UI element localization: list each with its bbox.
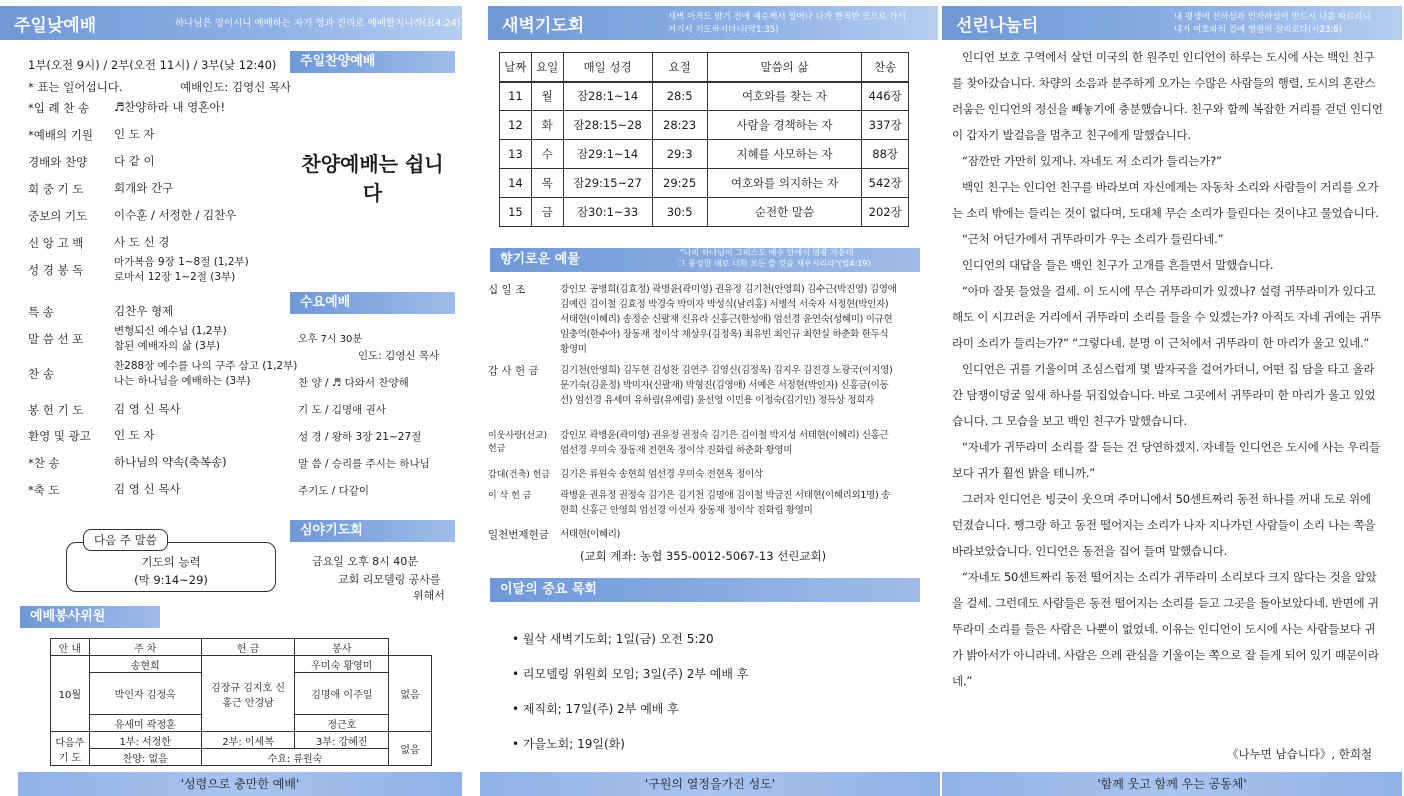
worship-order-value: 찬288장 예수를 나의 구주 삼고 (1,2부): [114, 360, 298, 372]
dawn-table-cell: 202장: [862, 198, 909, 227]
story-paragraph: “잠깐만 가만히 있게나. 자네도 저 소리가 들리는가?”: [962, 154, 1222, 168]
worship-order-label: 신 앙 고 백: [28, 236, 84, 250]
dawn-table-header: 요일: [531, 53, 563, 82]
service-header-parking: 주 차: [89, 639, 201, 656]
dawn-prayer-header: [488, 6, 938, 40]
dawn-table-cell: 15: [500, 198, 532, 227]
dawn-table-cell: 12: [500, 111, 532, 140]
worship-order-value: 김찬우 형제: [114, 304, 174, 318]
dawn-table-cell: 잠30:1~33: [563, 198, 652, 227]
offering-row: [488, 527, 898, 542]
dawn-table-cell: 월: [531, 82, 563, 111]
worship-order-label: *예배의 기원: [28, 128, 93, 142]
wednesday-order-item: 성 경 / 왕하 3장 21~27절: [298, 431, 422, 443]
worship-order-item: [28, 235, 170, 251]
dawn-table-cell: 542장: [862, 169, 909, 198]
worship-leader: 예배인도: 김영신 목사: [180, 80, 292, 94]
sunday-worship-verse: 하나님은 영이시니 예배하는 자가 영과 진리로 예배할지니라(요4:24): [175, 18, 461, 29]
sharing-header: [942, 6, 1402, 40]
notice-item: [512, 735, 748, 752]
worship-order-label: 환영 및 광고: [28, 429, 91, 443]
night-prayer-note-2: 위해서: [413, 589, 445, 602]
offering-type: 이 삭 헌 금: [488, 491, 532, 501]
night-prayer-time: 금요일 오후 8시 40분: [312, 555, 418, 568]
worship-order-value: 사 도 신 경: [114, 235, 170, 249]
service-next-prayer-2: 2부: 이세복: [201, 732, 295, 749]
worship-order-value: 마가복음 9장 1~8절 (1,2부): [114, 256, 249, 268]
service-offering-1: 우미숙 황영미: [295, 656, 389, 673]
sharing-verse-2: 내가 여호와의 집에 영원히 살리로다(시23:6): [1174, 25, 1342, 35]
offering-names: 김기은 류원숙 송현희 엄선경 우미숙 전현옥 정이삭: [560, 469, 763, 480]
notice-text: 리모델링 위원회 모임; 3일(주) 2부 예배 후: [522, 667, 749, 681]
bullet-icon: •: [512, 702, 523, 716]
service-next-prayer-3: 3부: 강혜진: [295, 732, 389, 749]
offering-type: 이웃사랑(선교) 헌금: [488, 431, 548, 454]
next-sermon-label: 다음 주 말씀: [83, 529, 168, 551]
dawn-table-header: 매일 성경: [563, 53, 652, 82]
dawn-table-row: [500, 111, 909, 140]
bullet-icon: •: [512, 632, 523, 646]
wednesday-order-item: 찬 양 / ♬ 다와서 찬양해: [298, 377, 409, 389]
sharing-story: [952, 44, 1384, 694]
dawn-table-cell: 446장: [862, 82, 909, 111]
worship-order-label: 경배와 찬양: [28, 155, 88, 169]
worship-order-label: 봉 헌 기 도: [28, 403, 84, 417]
dawn-table-cell: 88장: [862, 140, 909, 169]
worship-order-value: 변형되신 예수님 (1,2부): [114, 325, 227, 337]
story-paragraph: “자네가 귀뚜라미 소리를 잘 듣는 건 당연하겠지. 자네들 인디언은 도시에 사는 우리들보다 귀가 훨씬 밝을 테니까.”: [952, 440, 1381, 480]
service-parking: 김장규 김지호 신홍근 안경남: [201, 656, 295, 732]
sunday-worship-header: [0, 6, 462, 40]
worship-order-label: *찬 송: [28, 456, 60, 470]
notice-item: [512, 630, 748, 647]
service-header-guide: 안 내: [51, 639, 90, 656]
sharing-verse-1: 내 평생에 선하심과 인자하심이 반드시 나를 따르리니: [1174, 12, 1371, 22]
dawn-footer: '구원의 열정을가진 성도': [480, 772, 940, 796]
worship-order-value: 하나님의 약속(축복송): [114, 455, 227, 469]
worship-order-item: [28, 154, 155, 170]
next-sermon-title: 기도의 능력: [141, 555, 201, 569]
dawn-table-cell: 잠28:15~28: [563, 111, 652, 140]
dawn-table-cell: 여호와를 의지하는 자: [707, 169, 862, 198]
story-paragraph: 백인 친구는 인디언 친구를 바라보며 자신에게는 자동차 소리와 사람들이 거리를 오가는 소리 밖에는 들리는 것이 없다며, 도대체 무슨 소리가 들린다는 것이냐고 물었습니다.: [952, 180, 1379, 220]
worship-order-value: ♬찬양하라 내 영혼아!: [114, 100, 226, 114]
dawn-table-cell: 사람을 경책하는 자: [707, 111, 862, 140]
service-next-label: 다음주 기 도: [51, 732, 90, 766]
worship-order-value: 다 같 이: [114, 154, 155, 168]
worship-order-value: 회개와 간구: [114, 181, 174, 195]
wednesday-order-item: 말 씀 / 승리를 주시는 하나님: [298, 458, 430, 470]
offering-names: 강인모 곽병윤(곽미영) 권유정 권정숙 김기은 김이철 박지성 서태현(이혜리) 신홍근 엄선경 우미숙 장동재 전현옥 정이삭 진화림 하춘화 황영미: [560, 430, 889, 456]
next-sermon-box: [66, 533, 276, 592]
service-guide-1: 송현희: [89, 656, 201, 673]
dawn-table-header: 날짜: [500, 53, 532, 82]
worship-order-value: 김 영 신 목사: [114, 482, 181, 496]
story-paragraph: 인디언은 귀를 기울이며 조심스럽게 몇 발자국을 걸어가더니, 어떤 집 담을 타고 올라간 담쟁이덩굴 잎새 하나를 뒤집었습니다. 바로 그곳에서 귀뚜라미 한 마리가 울고 있었습니다. 그 모습을 보고 백인 친구가 말했습니다.: [952, 362, 1376, 428]
night-prayer-note: 교회 리모델링 공사를: [338, 573, 441, 586]
offering-names: 강인모 공병희(김효정) 곽병윤(곽미영) 권유정 김기천(안영희) 김수근(박진영) 김영애 김예린 김이철 김효정 박경숙 박미자 박성식(남리홍) 서병석 서숙자 서정현(박인자) 서태현(이혜리) 송정순 신팔재 신유라 신홍근(한성애) 엄선경 윤연숙(성혜미) 이규현 임충억(한수아) 장동재 정이삭 채상우(김정옥) 최유빈 최인규 최현실 하춘화 한두식 황영미: [560, 284, 897, 355]
notice-text: 제직회; 17일(주) 2부 예배 후: [522, 702, 679, 716]
dawn-table-cell: 수: [531, 140, 563, 169]
offering-row: [488, 363, 898, 425]
stand-note: * 표는 일어섭니다.: [28, 80, 123, 94]
worship-order-item: [28, 100, 226, 116]
dawn-prayer-column: [470, 0, 940, 796]
dawn-table-cell: 순전한 말씀: [707, 198, 862, 227]
next-sermon-ref: (막 9:14~29): [134, 573, 208, 587]
dawn-table-cell: 13: [500, 140, 532, 169]
worship-order-label: *입 례 찬 송: [28, 101, 90, 115]
offering-row: [488, 467, 898, 485]
dawn-table-cell: 30:5: [652, 198, 707, 227]
sharing-column: [940, 0, 1404, 796]
worship-order-label: 성 경 봉 독: [28, 263, 84, 277]
worship-order-label: 중보의 기도: [28, 209, 88, 223]
service-next-wednesday: 수요: 류원숙: [201, 749, 388, 766]
worship-order-item: [28, 482, 181, 498]
dawn-table-row: [500, 198, 909, 227]
sharing-footer: '함께 웃고 함께 우는 공동체': [942, 772, 1402, 796]
wednesday-order-item: 주기도 / 다같이: [298, 485, 370, 497]
sharing-title: 선린나눔터: [956, 16, 1039, 36]
story-paragraph: 인디언의 대답을 들은 백인 친구가 고개를 흔들면서 말했습니다.: [962, 258, 1274, 272]
offering-row: [488, 282, 898, 360]
dawn-table-row: [500, 169, 909, 198]
worship-order-value: 인 도 자: [114, 428, 155, 442]
worship-order-label: 찬 송: [28, 367, 54, 381]
offering-verse-1: "나의 하나님이 그리스도 예수 안에서 영광 가운데: [680, 248, 854, 257]
offering-type: 감 사 헌 금: [488, 365, 539, 377]
dawn-table-cell: 11: [500, 82, 532, 111]
praise-worship-heading: 주일찬양예배: [290, 51, 455, 73]
wednesday-order-item: 기 도 / 김명애 권사: [298, 404, 386, 416]
bullet-icon: •: [512, 667, 523, 681]
dawn-table-row: [500, 82, 909, 111]
notice-text: 가을노회; 19일(화): [522, 737, 625, 751]
offering-row: [488, 488, 898, 524]
worship-order-item: [28, 325, 227, 352]
worship-order-value: 인 도 자: [114, 127, 155, 141]
dawn-table-cell: 잠29:15~27: [563, 169, 652, 198]
dawn-table-header: 요절: [652, 53, 707, 82]
worship-order-label: 특 송: [28, 305, 54, 319]
dawn-table-cell: 28:23: [652, 111, 707, 140]
dawn-table-cell: 337장: [862, 111, 909, 140]
bullet-icon: •: [512, 737, 523, 751]
worship-order-item: [28, 208, 237, 224]
praise-rest-notice: 찬양예배는 쉽니다: [301, 152, 444, 205]
night-prayer-heading: 심야기도회: [290, 520, 455, 542]
dawn-table-cell: 목: [531, 169, 563, 198]
service-header-serve: 봉사: [295, 639, 389, 656]
worship-order-item: [28, 256, 249, 283]
offering-type: 일천번제헌금: [488, 529, 549, 541]
dawn-table-cell: 화: [531, 111, 563, 140]
sunday-footer: '성령으로 충만한 예배': [18, 772, 462, 796]
dawn-prayer-verse-1: 새벽 아직도 밝기 전에 예수께서 일어나 나가 한적한 곳으로 가서: [668, 12, 906, 22]
worship-order-value: 이수훈 / 서정한 / 김찬우: [114, 208, 237, 222]
dawn-prayer-title: 새벽기도회: [502, 16, 585, 36]
worship-order-label: *축 도: [28, 483, 60, 497]
story-source: 《나누면 남습니다》, 한희철: [1227, 747, 1373, 761]
worship-times: 1부(오전 9시) / 2부(오전 11시) / 3부(낮 12:40): [28, 58, 277, 72]
offering-type: 감대(건축) 헌금: [488, 470, 551, 480]
service-next-praise: 찬양: 없음: [89, 749, 201, 766]
dawn-table-cell: 29:25: [652, 169, 707, 198]
offering-type: 십 일 조: [488, 284, 526, 296]
notice-item: [512, 700, 748, 717]
offering-heading: [490, 248, 920, 272]
dawn-table-cell: 지혜를 사모하는 자: [707, 140, 862, 169]
story-paragraph: “아마 잘못 들었을 걸세. 이 도시에 무슨 귀뚜라미가 있겠나? 설령 귀뚜라미가 있다고 해도 이 시끄러운 거리에서 귀뚜라미 소리를 들을 수 있겠는가? 아직도 자네 귀에는 귀뚜라미 소리가 들리는가?” “그렇다네. 분명 이 근처에서 귀뚜라미 한 마리가 울고 있네.”: [952, 284, 1382, 350]
service-guide-2: 박인자 김정옥: [89, 673, 201, 715]
dawn-table-cell: 금: [531, 198, 563, 227]
notice-item: [512, 665, 748, 682]
service-offering-2: 김명애 이주일: [295, 673, 389, 715]
offering-heading-title: 향기로운 예물: [500, 252, 580, 267]
worship-order-item: [28, 428, 155, 444]
dawn-prayer-verse-2: 거기서 기도하시더니(막1:35): [668, 25, 779, 35]
worship-order-value-2: 나는 하나님을 예배하는 (3부): [114, 375, 251, 387]
offering-names: 서태현(이혜리): [560, 529, 621, 540]
service-header-offering: 헌 금: [201, 639, 295, 656]
service-offering-3: 정근호: [295, 715, 389, 732]
worship-order-value-2: 참된 예배자의 삶 (3부): [114, 340, 221, 352]
offering-list: [488, 282, 898, 545]
worship-order-item: [28, 181, 174, 197]
worship-order-label: 말 씀 선 포: [28, 332, 84, 346]
wednesday-worship-heading: 수요예배: [290, 292, 455, 314]
worship-order-item: [28, 127, 155, 143]
worship-order-item: [28, 304, 174, 320]
dawn-table-cell: 잠28:1~14: [563, 82, 652, 111]
story-paragraph: “근처 어딘가에서 귀뚜라미가 우는 소리가 들린다네.”: [962, 232, 1224, 246]
wednesday-leader: 인도: 김영신 목사: [358, 350, 440, 362]
dawn-table-cell: 여호와를 찾는 자: [707, 82, 862, 111]
service-serve: 없음: [389, 656, 432, 732]
dawn-table-header: 말씀의 삶: [707, 53, 862, 82]
worship-order-item: [28, 402, 181, 418]
service-next-prayer-1: 1부: 서정한: [89, 732, 201, 749]
notice-text: 월삭 새벽기도회; 1일(금) 오전 5:20: [522, 632, 714, 646]
service-next-serve: 없음: [389, 732, 432, 766]
wednesday-time: 오후 7시 30분: [298, 334, 363, 345]
story-paragraph: 인디언 보호 구역에서 살던 미국의 한 원주민 인디언이 하루는 도시에 사는 백인 친구를 찾아갔습니다. 차량의 소음과 분주하게 오가는 수많은 사람들의 행렬, 도시의 혼란스러움은 인디언의 정신을 빼놓기에 충분했습니다. 친구와 함께 복잡한 거리를 걷던 인디언이 갑자기 발걸음을 멈추고 친구에게 말했습니다.: [952, 50, 1383, 142]
dawn-table-cell: 잠29:1~14: [563, 140, 652, 169]
offering-names: 곽병윤 권유정 권정숙 김기은 김기천 김명애 김이철 박금진 서태현(이혜리외1명) 송현희 신홍근 안영희 엄선경 이선자 장동재 정이삭 진화림 황영미: [560, 490, 890, 516]
worship-order-item: [28, 360, 298, 387]
church-account: (교회 계좌: 농협 355-0012-5067-13 선린교회): [580, 549, 827, 563]
notice-heading: 이달의 중요 목회: [490, 578, 920, 602]
story-paragraph: 그러자 인디언은 빙긋이 웃으며 주머니에서 50센트짜리 동전 하나를 꺼내 도로 위에 던졌습니다. 쨍그랑 하고 동전 떨어지는 소리가 나자 지나가던 사람들이 소리 나는 쪽을 바라보았습니다. 인디언은 동전을 집어 들며 말했습니다.: [952, 492, 1376, 558]
dawn-table-cell: 29:3: [652, 140, 707, 169]
dawn-table-cell: 28:5: [652, 82, 707, 111]
sunday-worship-column: [0, 0, 470, 796]
worship-order-value-2: 로마서 12장 1~2절 (3부): [114, 271, 236, 283]
service-committee-heading: 예배봉사위원: [20, 606, 160, 628]
worship-order-label: 회 중 기 도: [28, 182, 84, 196]
service-guide-3: 유세미 곽정훈: [89, 715, 201, 732]
service-month: 10월: [51, 656, 90, 732]
service-committee-table: [50, 638, 432, 766]
dawn-table-header: 찬송: [862, 53, 909, 82]
dawn-prayer-table: [499, 52, 909, 227]
worship-order-value: 김 영 신 목사: [114, 402, 181, 416]
story-paragraph: “자네도 50센트짜리 동전 떨어지는 소리가 귀뚜라미 소리보다 크지 않다는 것을 알았을 걸세. 그런데도 사람들은 동전 떨어지는 소리를 듣고 그곳을 돌아보았다네. 반면에 귀뚜라미 소리를 들은 사람은 나뿐이 없었네. 이유는 인디언이 도시에 사는 사람들보다 귀가 밝아서가 아니라네. 사람은 으레 관심을 기울이는 쪽으로 잘 듣게 되어 있기 때문이라네.”: [952, 570, 1379, 688]
dawn-table-row: [500, 140, 909, 169]
dawn-table-cell: 14: [500, 169, 532, 198]
offering-verse-2: 그 풍성한 대로 너희 모든 쓸 것을 채우시리라"(빌4:19): [678, 259, 871, 268]
offering-names: 김기천(안영희) 김두현 김성찬 김연주 김영신(김정옥) 김지우 김진경 노광국(이지영) 문기숙(김윤정) 박미자(신팔재) 박형진(김영애) 서예은 서정현(박인자) 신홍금(이동선) 엄선경 유세미 유하림(유예림) 윤선영 이민용 이정숙(김기인) 정득상 정희자: [560, 365, 893, 406]
sunday-worship-title: 주일낮예배: [14, 16, 97, 36]
offering-row: [488, 428, 898, 464]
worship-order-item: [28, 455, 227, 471]
